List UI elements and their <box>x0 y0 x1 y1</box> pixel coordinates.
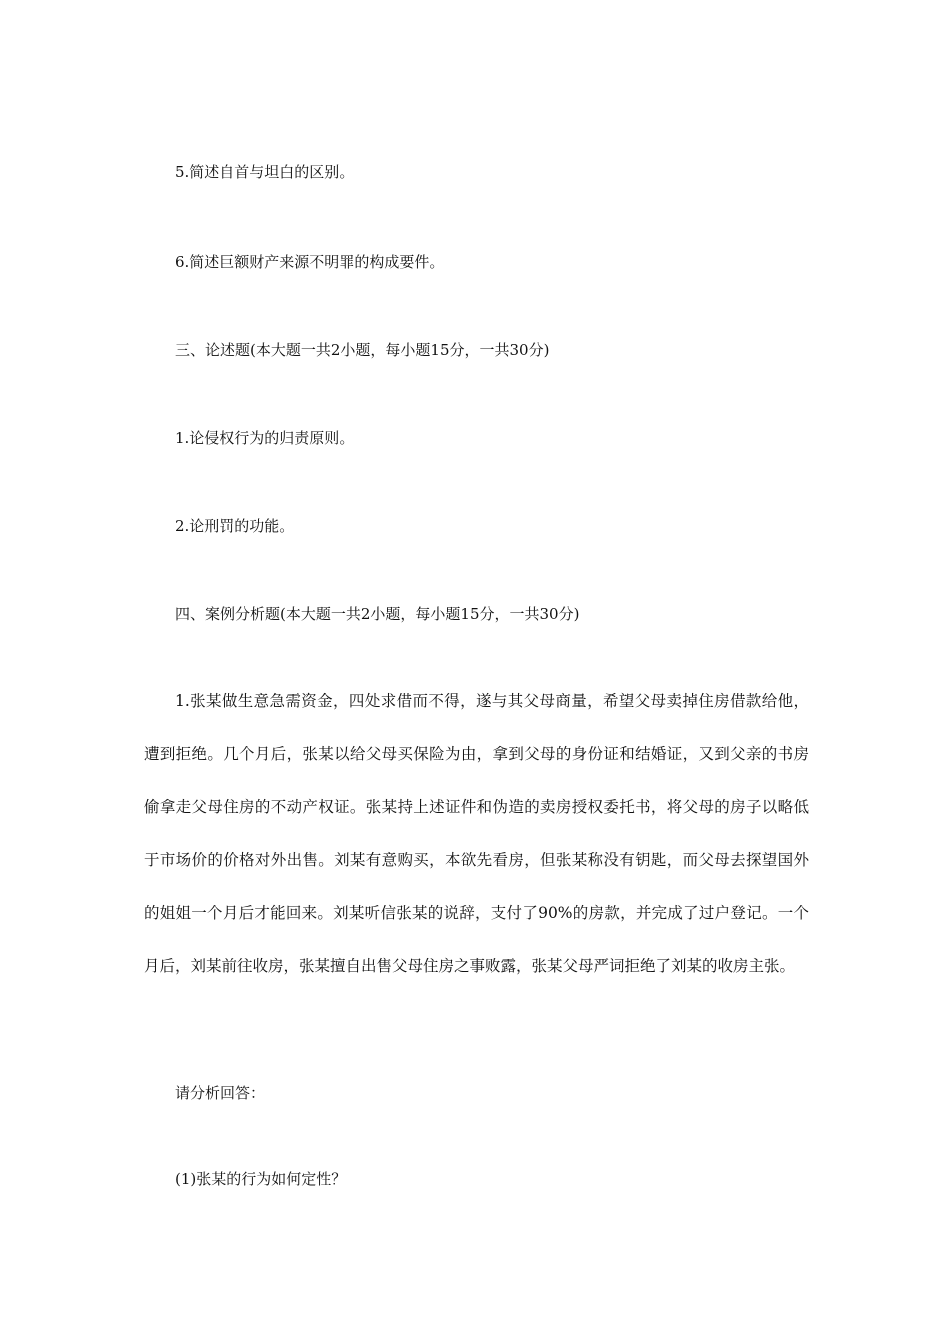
essay-question-1: 1.论侵权行为的归责原则。 <box>175 429 355 447</box>
question-6: 6.简述巨额财产来源不明罪的构成要件。 <box>175 253 445 271</box>
section-4-heading: 四、案例分析题(本大题一共2小题，每小题15分，一共30分) <box>175 605 580 623</box>
section-3-heading: 三、论述题(本大题一共2小题，每小题15分，一共30分) <box>175 341 550 359</box>
sub-question-1: (1)张某的行为如何定性？ <box>175 1170 347 1188</box>
essay-question-2: 2.论刑罚的功能。 <box>175 517 295 535</box>
case-1-paragraph: 1.张某做生意急需资金，四处求借而不得，遂与其父母商量，希望父母卖掉住房借款给他，遭到拒绝。几个月后，张某以给父母买保险为由，拿到父母的身份证和结婚证，又到父亲的书房偷拿走父母住房的不动产权证。张某持上述证件和伪造的卖房授权委托书，将父母的房子以略低于市场价的价格对外出售。刘某有意购买，本欲先看房，但张某称没有钥匙，而父母去探望国外的姐姐一个月后才能回来。刘某听信张某的说辞，支付了90%的房款，并完成了过户登记。一个月后，刘某前往收房，张某擅自出售父母住房之事败露，张某父母严词拒绝了刘某的收房主张。 <box>144 692 809 975</box>
analysis-prompt: 请分析回答： <box>175 1084 266 1102</box>
question-5: 5.简述自首与坦白的区别。 <box>175 163 355 181</box>
